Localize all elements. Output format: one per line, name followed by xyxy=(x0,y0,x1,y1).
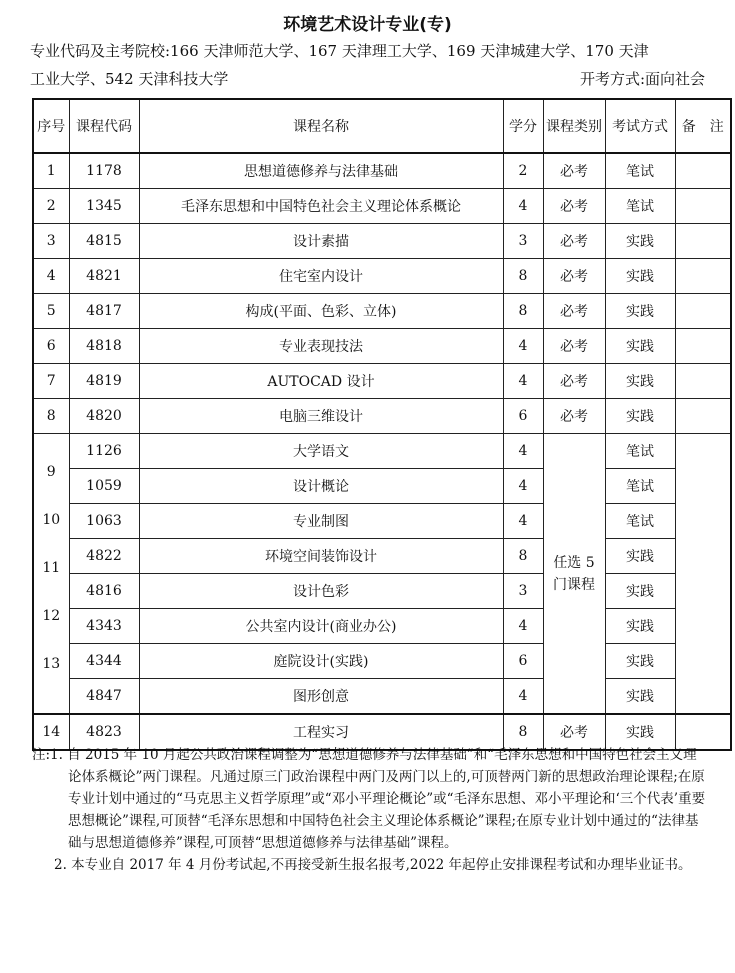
cell-note-group xyxy=(675,434,731,715)
cell-code: 1126 xyxy=(69,434,139,469)
cell-note xyxy=(675,224,731,259)
table-row-elective xyxy=(33,469,731,504)
table-row-elective xyxy=(33,609,731,644)
cell-credit: 2 xyxy=(503,153,543,189)
cell-seq: 8 xyxy=(33,399,69,434)
table-row xyxy=(33,329,731,364)
cell-code: 1063 xyxy=(69,504,139,539)
cell-credit: 4 xyxy=(503,329,543,364)
cell-credit: 3 xyxy=(503,224,543,259)
cell-type: 必考 xyxy=(543,714,605,750)
cell-type: 必考 xyxy=(543,153,605,189)
cell-exam: 笔试 xyxy=(605,504,675,539)
cell-exam: 笔试 xyxy=(605,434,675,469)
course-table xyxy=(32,98,732,751)
header-credit: 学分 xyxy=(503,99,543,153)
cell-exam: 实践 xyxy=(605,364,675,399)
table-row xyxy=(33,189,731,224)
cell-name: 环境空间装饰设计 xyxy=(139,539,503,574)
cell-credit: 4 xyxy=(503,609,543,644)
cell-name: 思想道德修养与法律基础 xyxy=(139,153,503,189)
cell-code: 4820 xyxy=(69,399,139,434)
cell-seq-group xyxy=(33,434,69,715)
cell-code: 1059 xyxy=(69,469,139,504)
seq-label: 11 xyxy=(42,560,61,576)
cell-name: 毛泽东思想和中国特色社会主义理论体系概论 xyxy=(139,189,503,224)
cell-exam: 实践 xyxy=(605,609,675,644)
table-row-elective xyxy=(33,574,731,609)
cell-credit: 6 xyxy=(503,644,543,679)
cell-code: 4344 xyxy=(69,644,139,679)
schools-line-2 xyxy=(30,66,705,92)
cell-credit: 4 xyxy=(503,679,543,715)
cell-seq: 5 xyxy=(33,294,69,329)
cell-credit: 4 xyxy=(503,434,543,469)
cell-code: 4819 xyxy=(69,364,139,399)
table-row xyxy=(33,294,731,329)
header-code: 课程代码 xyxy=(69,99,139,153)
table-header-row xyxy=(33,99,731,153)
cell-code: 4815 xyxy=(69,224,139,259)
cell-credit: 8 xyxy=(503,294,543,329)
cell-name: 设计素描 xyxy=(139,224,503,259)
table-row-elective xyxy=(33,504,731,539)
cell-type: 必考 xyxy=(543,224,605,259)
cell-exam: 实践 xyxy=(605,329,675,364)
cell-credit: 4 xyxy=(503,189,543,224)
table-row xyxy=(33,224,731,259)
cell-exam: 实践 xyxy=(605,644,675,679)
cell-seq: 3 xyxy=(33,224,69,259)
cell-credit: 6 xyxy=(503,399,543,434)
cell-name: 庭院设计(实践) xyxy=(139,644,503,679)
cell-name: 工程实习 xyxy=(139,714,503,750)
cell-name: 设计色彩 xyxy=(139,574,503,609)
table-row xyxy=(33,364,731,399)
cell-exam: 实践 xyxy=(605,574,675,609)
cell-exam: 笔试 xyxy=(605,153,675,189)
cell-seq: 4 xyxy=(33,259,69,294)
cell-credit: 4 xyxy=(503,469,543,504)
cell-name: AUTOCAD 设计 xyxy=(139,364,503,399)
header-seq: 序号 xyxy=(33,99,69,153)
cell-name: 大学语文 xyxy=(139,434,503,469)
cell-type: 必考 xyxy=(543,259,605,294)
cell-exam: 实践 xyxy=(605,714,675,750)
cell-credit: 4 xyxy=(503,364,543,399)
cell-seq: 14 xyxy=(33,714,69,750)
cell-code: 1345 xyxy=(69,189,139,224)
cell-name: 专业表现技法 xyxy=(139,329,503,364)
table-row-elective xyxy=(33,679,731,715)
cell-seq: 7 xyxy=(33,364,69,399)
page-title: 环境艺术设计专业(专) xyxy=(283,15,452,35)
table-row xyxy=(33,259,731,294)
cell-credit: 8 xyxy=(503,539,543,574)
cell-code: 4818 xyxy=(69,329,139,364)
cell-name: 设计概论 xyxy=(139,469,503,504)
cell-credit: 8 xyxy=(503,259,543,294)
cell-exam: 实践 xyxy=(605,679,675,715)
cell-exam: 实践 xyxy=(605,539,675,574)
cell-note xyxy=(675,294,731,329)
table-row xyxy=(33,399,731,434)
cell-code: 4847 xyxy=(69,679,139,715)
seq-label: 9 xyxy=(46,464,56,480)
cell-seq: 6 xyxy=(33,329,69,364)
footnotes xyxy=(32,744,706,876)
cell-exam: 笔试 xyxy=(605,189,675,224)
cell-code: 4823 xyxy=(69,714,139,750)
cell-code: 4343 xyxy=(69,609,139,644)
schools-line-1: 专业代码及主考院校:166 天津师范大学、167 天津理工大学、169 天津城建大学、170 天津 xyxy=(30,42,649,60)
cell-credit: 3 xyxy=(503,574,543,609)
cell-note xyxy=(675,329,731,364)
cell-type: 必考 xyxy=(543,329,605,364)
cell-exam: 实践 xyxy=(605,224,675,259)
footnote-2: 2. 本专业自 2017 年 4 月份考试起,不再接受新生报名报考,2022 年起停止安排课程考试和办理毕业证书。 xyxy=(54,857,692,873)
cell-note xyxy=(675,259,731,294)
cell-seq: 2 xyxy=(33,189,69,224)
cell-code: 4816 xyxy=(69,574,139,609)
cell-type: 必考 xyxy=(543,364,605,399)
header-note: 备 注 xyxy=(675,99,731,153)
cell-type: 必考 xyxy=(543,294,605,329)
cell-code: 1178 xyxy=(69,153,139,189)
cell-exam: 笔试 xyxy=(605,469,675,504)
cell-note xyxy=(675,399,731,434)
cell-name: 专业制图 xyxy=(139,504,503,539)
cell-type: 必考 xyxy=(543,189,605,224)
cell-credit: 4 xyxy=(503,504,543,539)
cell-code: 4817 xyxy=(69,294,139,329)
cell-type: 必考 xyxy=(543,399,605,434)
exam-mode: 开考方式:面向社会 xyxy=(579,70,705,88)
cell-note xyxy=(675,189,731,224)
seq-label: 10 xyxy=(42,512,61,528)
cell-exam: 实践 xyxy=(605,259,675,294)
cell-name: 电脑三维设计 xyxy=(139,399,503,434)
seq-label: 12 xyxy=(42,608,61,624)
cell-credit: 8 xyxy=(503,714,543,750)
cell-type-elective: 任选 5 门课程 xyxy=(543,434,605,715)
cell-name: 构成(平面、色彩、立体) xyxy=(139,294,503,329)
header-type: 课程类别 xyxy=(543,99,605,153)
header-name: 课程名称 xyxy=(139,99,503,153)
table-row xyxy=(33,153,731,189)
cell-seq: 1 xyxy=(33,153,69,189)
seq-label: 13 xyxy=(42,656,61,672)
cell-code: 4821 xyxy=(69,259,139,294)
footnote-1: 注:1. 自 2015 年 10 月起公共政治课程调整为“思想道德修养与法律基础”和“毛泽东思想和中国特色社会主义理论体系概论”两门课程。凡通过原三门政治课程中两门及两门以上的,可顶替两门新的思想政治理论课程;在原专业计划中通过的“马克思主义哲学原理”或“邓小平理论概论”或“毛泽东思想、邓小平理论和‘三个代表’重要思想概论”课程,可顶替“毛泽东思想和中国特色社会主义理论体系概论”课程;在原专业计划中通过的“法律基础与思想道德修养”课程,可顶替“思想道德修养与法律基础”课程。 xyxy=(32,747,706,851)
cell-code: 4822 xyxy=(69,539,139,574)
cell-exam: 实践 xyxy=(605,294,675,329)
cell-name: 公共室内设计(商业办公) xyxy=(139,609,503,644)
cell-note xyxy=(675,364,731,399)
cell-name: 住宅室内设计 xyxy=(139,259,503,294)
header-exam: 考试方式 xyxy=(605,99,675,153)
cell-note xyxy=(675,153,731,189)
table-row-elective xyxy=(33,539,731,574)
schools-line-2-text: 工业大学、542 天津科技大学 xyxy=(30,70,229,88)
cell-exam: 实践 xyxy=(605,399,675,434)
table-row-elective xyxy=(33,434,731,469)
cell-name: 图形创意 xyxy=(139,679,503,715)
table-row-elective xyxy=(33,644,731,679)
